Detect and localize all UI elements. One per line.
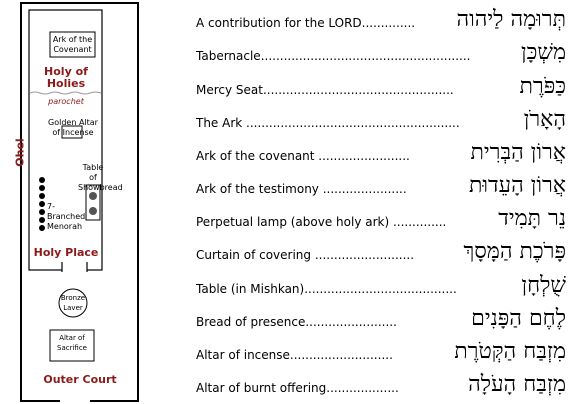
outer-court-label: Outer Court — [43, 373, 117, 386]
glossary-row — [196, 71, 572, 99]
menorah-lamp-icon — [39, 177, 45, 183]
glossary-row — [196, 336, 572, 364]
holy-place-label: Holy Place — [33, 246, 99, 259]
hebrew-term: מִזְבַּח הַקְּטֹרֶת — [454, 339, 566, 364]
ohel-label: Ohel — [13, 138, 27, 167]
hebrew-term: פָּרֹכֶת הַמָּסָךְ — [463, 239, 566, 264]
english-term: Tabernacle....................................................... — [196, 49, 471, 63]
english-term: Ark of the covenant ........................ — [196, 149, 410, 163]
english-term: Ark of the testimony ...................... — [196, 182, 407, 196]
english-term: Perpetual lamp (above holy ark) .............. — [196, 215, 447, 229]
menorah-label: 7-Branched Menorah — [47, 202, 86, 231]
hebrew-term: הָאָרֹן — [523, 107, 566, 132]
menorah-lamp-icon — [39, 193, 45, 199]
hebrew-term: אֲרוֹן הַבְּרִית — [470, 140, 566, 165]
holy-of-holies-label: Holy of Holies — [44, 65, 88, 90]
ark-label: Ark of the Covenant — [52, 35, 93, 54]
hebrew-term: תְּרוּמָה לַיהוה — [456, 7, 566, 32]
hebrew-term: לֶחֶם הַפָּנִים — [471, 306, 566, 331]
menorah-lamp-icon — [39, 217, 45, 223]
bread-icon — [89, 207, 97, 215]
table-showbread-label: Table of Showbread — [78, 163, 123, 192]
hebrew-term: מִשְׁכָּן — [521, 40, 566, 65]
glossary-row — [196, 303, 572, 331]
tabernacle-diagram — [0, 0, 160, 404]
hebrew-term: אֲרוֹן הָעֵדוּת — [469, 173, 566, 198]
english-term: Bread of presence........................ — [196, 315, 397, 329]
glossary-row — [196, 170, 572, 198]
english-term: Table (in Mishkan)........................................ — [196, 282, 457, 296]
english-term: Altar of incense........................... — [196, 348, 393, 362]
glossary-row — [196, 369, 572, 397]
hebrew-term: נֵר תָּמִיד — [498, 206, 566, 231]
english-term: Mercy Seat.................................................. — [196, 83, 454, 97]
menorah-lamp-icon — [39, 225, 45, 231]
altar-sacrifice-label: Altar of Sacrifice — [57, 334, 87, 352]
menorah-lamp-icon — [39, 201, 45, 207]
english-term: A contribution for the LORD.............. — [196, 16, 416, 30]
bronze-laver-label: Bronze Laver — [60, 294, 86, 312]
hebrew-term: שֻׁלְחָן — [521, 273, 566, 298]
glossary-row — [196, 104, 572, 132]
bread-icon — [89, 192, 97, 200]
english-term: Curtain of covering .......................... — [196, 248, 415, 262]
glossary-row — [196, 236, 572, 264]
golden-altar-label: Golden Altar of Incense — [48, 118, 98, 137]
english-term: The Ark ........................................................ — [196, 116, 460, 130]
glossary-list — [196, 0, 572, 404]
menorah-lamp-icon — [39, 185, 45, 191]
glossary-row — [196, 270, 572, 298]
ohel-entrance — [62, 262, 87, 272]
menorah-lamp-icon — [39, 209, 45, 215]
english-term: Altar of burnt offering................... — [196, 381, 399, 395]
parochet-curtain — [30, 92, 101, 94]
glossary-row — [196, 137, 572, 165]
hebrew-term: מִזְבַּח הָעֹלָה — [468, 372, 566, 397]
parochet-label: parochet — [48, 97, 84, 106]
glossary-row — [196, 4, 572, 32]
hebrew-term: כַּפֹּרֶת — [519, 74, 566, 99]
glossary-row — [196, 37, 572, 65]
glossary-row — [196, 203, 572, 231]
